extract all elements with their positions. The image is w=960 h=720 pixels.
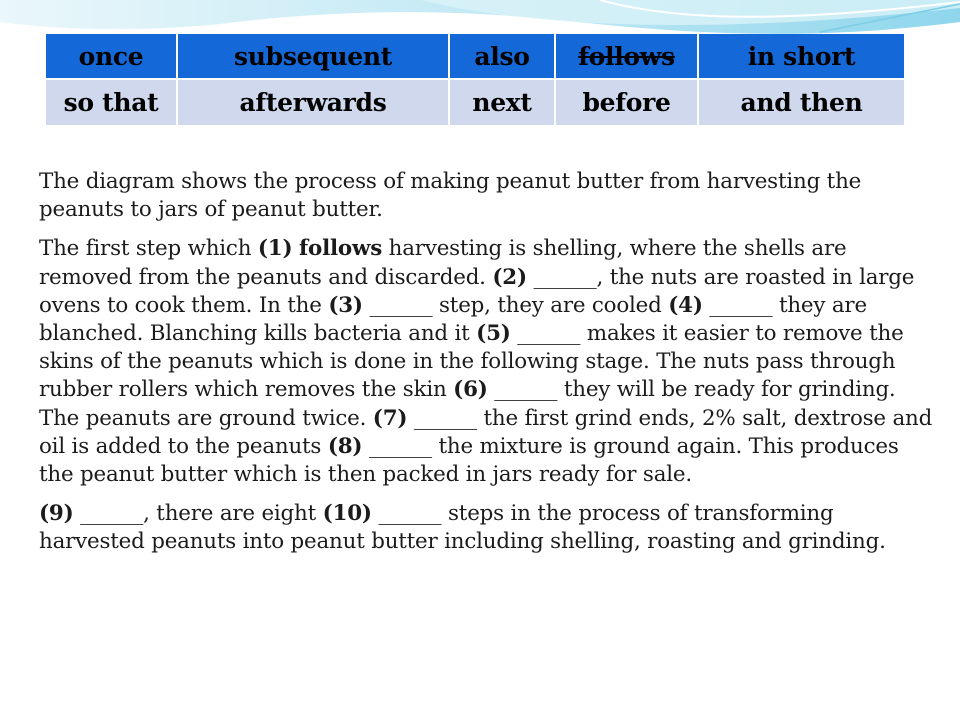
word-cell: afterwards	[177, 79, 449, 125]
word-cell: subsequent	[177, 34, 449, 79]
word-cell: and then	[698, 79, 904, 125]
bold-text: follows	[299, 236, 383, 262]
word-bank-table	[46, 34, 904, 125]
text-segment: ______ makes it easier to remove the skins of the peanuts which is done in the following stage. The nuts pass through rubber rollers which removes the skin	[39, 321, 904, 403]
text-segment: The diagram shows the process of making peanut butter from harvesting the peanuts to jars of peanut butter.	[39, 169, 862, 223]
text-segment: ______ the mixture is ground again. This produces the peanut butter which is then packed in jars ready for sale.	[39, 433, 899, 488]
word-bank-row	[46, 79, 904, 125]
bold-text: (8)	[327, 433, 363, 459]
word-cell: also	[449, 34, 555, 79]
bold-text: (5)	[476, 321, 511, 347]
word-cell: once	[46, 34, 177, 79]
paragraph-process	[39, 235, 939, 489]
text-segment: ______, the nuts are roasted in large ovens to cook them. In the	[39, 264, 915, 318]
bold-text: (6)	[453, 377, 488, 403]
passage-text	[39, 168, 939, 568]
paragraph-intro	[39, 168, 939, 224]
text-segment: ______ the first grind ends, 2% salt, dextrose and oil is added to the peanuts	[39, 405, 933, 459]
text-segment: ______ they will be ready for grinding. The peanuts are ground twice.	[39, 377, 896, 431]
bold-text: (10)	[322, 501, 372, 527]
text-segment: ______ they are blanched. Blanching kills bacteria and it	[39, 292, 867, 347]
word-cell-crossed-out: follows	[555, 34, 698, 79]
word-cell: in short	[698, 34, 904, 79]
paragraph-summary	[39, 500, 939, 556]
word-cell: next	[449, 79, 555, 125]
text-segment: ______ steps in the process of transforming harvested peanuts into peanut butter including shelling, roasting and grinding.	[39, 501, 886, 555]
bold-text: (9)	[39, 501, 74, 527]
text-segment: harvesting is shelling, where the shells are removed from the peanuts and discarded.	[39, 236, 847, 290]
bold-text: (1)	[257, 236, 293, 262]
word-bank-row	[46, 34, 904, 79]
bold-text: (3)	[328, 292, 363, 318]
text-segment: ______, there are eight	[73, 501, 323, 527]
text-segment: ______ step, they are cooled	[362, 292, 669, 318]
word-cell: so that	[46, 79, 177, 125]
bold-text: (7)	[372, 405, 408, 431]
bold-text: (4)	[668, 292, 703, 318]
text-segment: The first step which	[39, 236, 258, 262]
word-cell: before	[555, 79, 698, 125]
bold-text: (2)	[492, 264, 527, 290]
